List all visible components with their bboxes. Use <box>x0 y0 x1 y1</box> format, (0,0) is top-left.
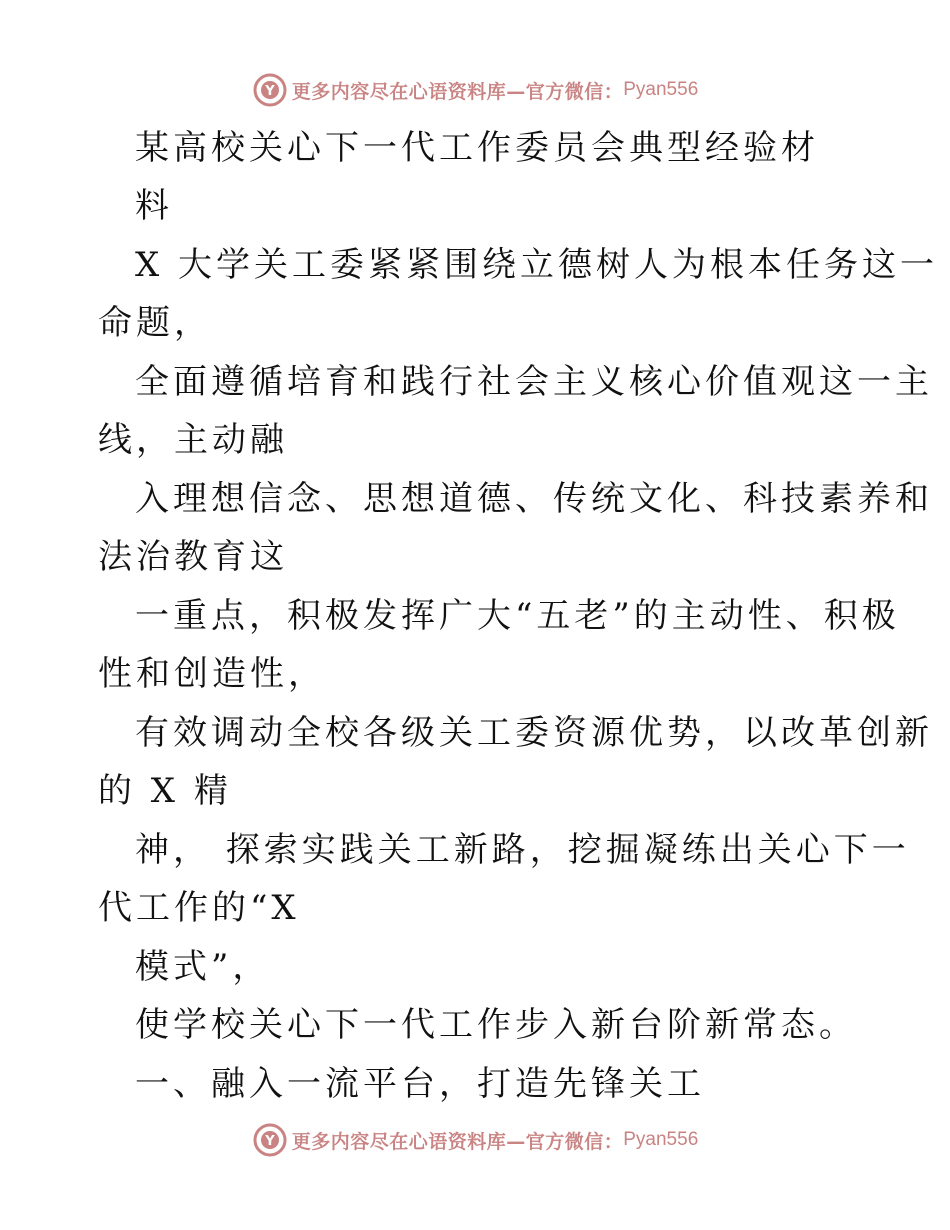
paragraph-line: 性和创造性， <box>98 654 326 694</box>
paragraph-line: 命题， <box>98 303 212 343</box>
doc-title-line-2: 料 <box>135 186 173 226</box>
paragraph-line: 神， 探索实践关工新路，挖掘凝练出关心下一 <box>135 830 910 870</box>
svg-text:Y: Y <box>265 1134 275 1149</box>
paragraph-line: 模式”， <box>135 947 271 987</box>
paragraph-line: 入理想信念、思想道德、传统文化、科技素养和 <box>135 479 933 519</box>
paragraph-line: 使学校关心下一代工作步入新台阶新常态。 <box>135 1005 857 1045</box>
paragraph-line: 的 X 精 <box>98 771 232 811</box>
watermark-footer <box>0 1120 950 1160</box>
watermark-text: 更多内容尽在心语资料库—官方微信： <box>291 1130 624 1153</box>
paragraph-line: X 大学关工委紧紧围绕立德树人为根本任务这一 <box>135 245 939 285</box>
logo-icon <box>252 72 288 108</box>
logo-icon <box>252 1122 288 1158</box>
paragraph-line: 一重点，积极发挥广大“五老”的主动性、积极 <box>135 596 900 636</box>
section-heading: 一、融入一流平台，打造先锋关工 <box>135 1064 705 1104</box>
paragraph-line: 全面遵循培育和践行社会主义核心价值观这一主 <box>135 362 933 402</box>
paragraph-line: 线，主动融 <box>98 420 288 460</box>
paragraph-line: 法治教育这 <box>98 537 288 577</box>
watermark-wechat-id: Pyan556 <box>623 1129 699 1150</box>
watermark-text: 更多内容尽在心语资料库—官方微信： <box>291 80 624 103</box>
watermark-wechat-id: Pyan556 <box>623 79 699 100</box>
watermark-header <box>0 70 950 110</box>
svg-text:Y: Y <box>265 84 275 99</box>
doc-title-line-1: 某高校关心下一代工作委员会典型经验材 <box>135 128 819 168</box>
paragraph-line: 代工作的“X <box>98 888 300 928</box>
paragraph-line: 有效调动全校各级关工委资源优势，以改革创新 <box>135 713 933 753</box>
